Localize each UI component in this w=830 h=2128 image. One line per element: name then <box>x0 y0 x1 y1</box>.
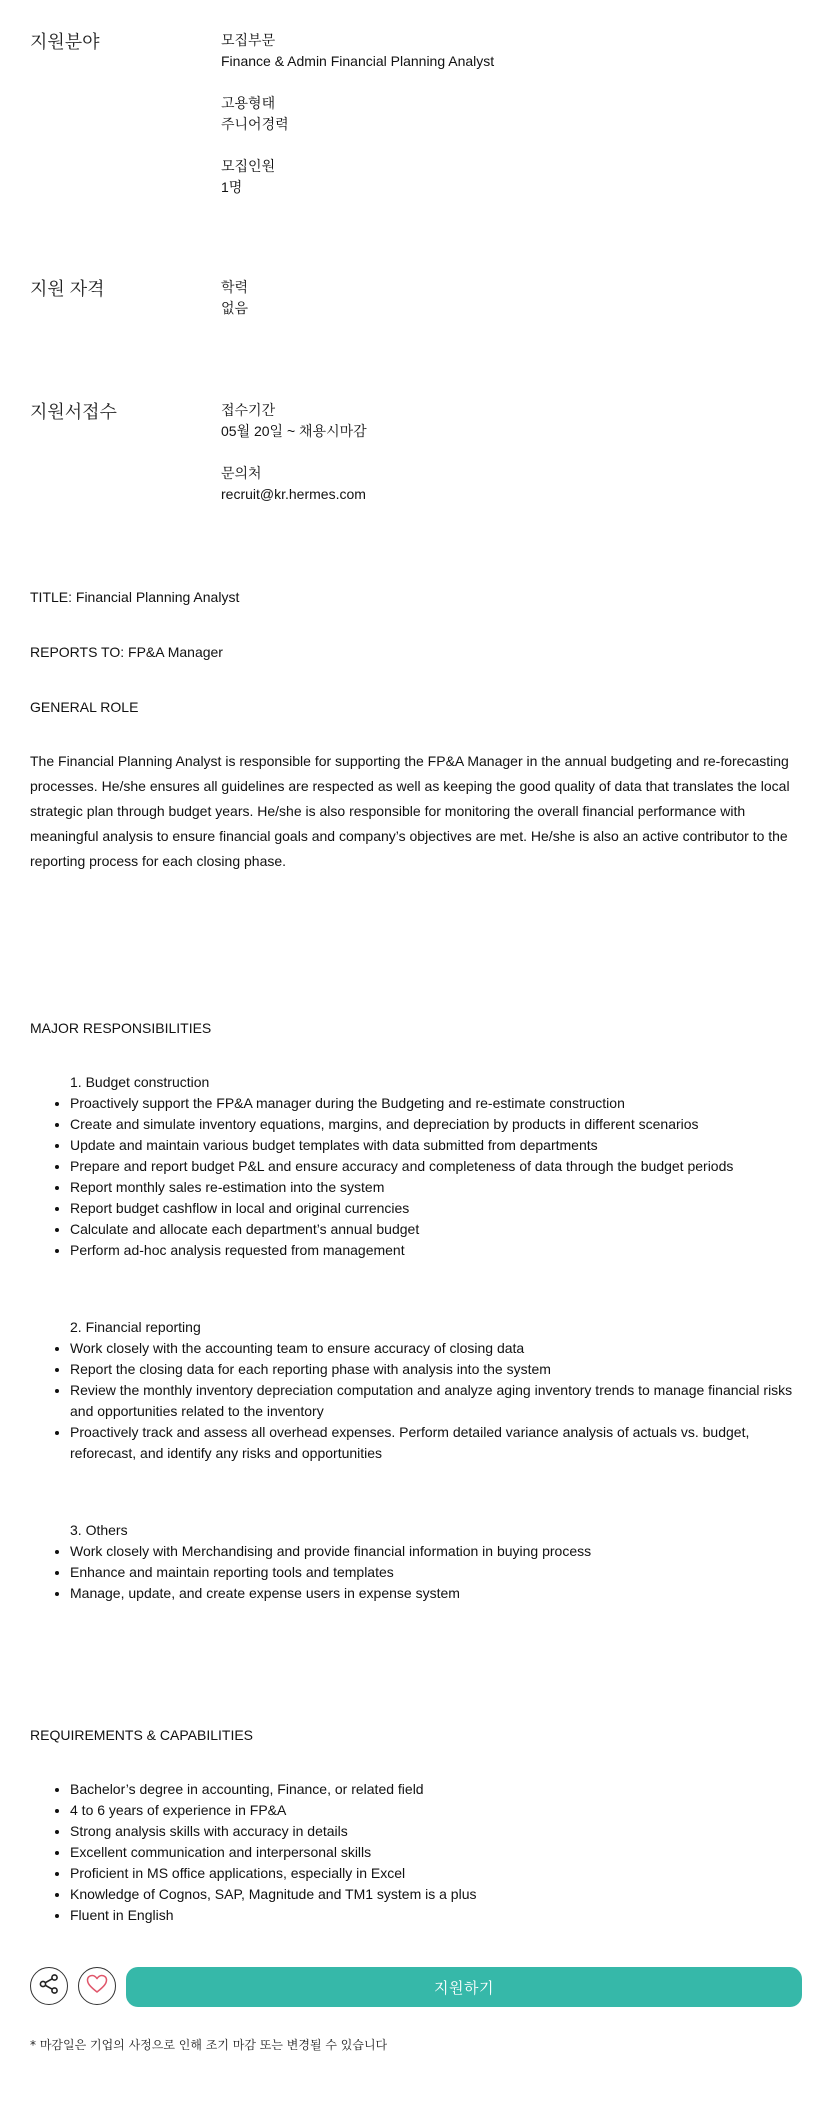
reports-to-line: REPORTS TO: FP&A Manager <box>30 644 223 660</box>
requirements-heading: REQUIREMENTS & CAPABILITIES <box>30 1727 254 1743</box>
list-item: • Review the monthly inventory depreciation computation and analyze aging inventory trends to manage financial risks and opportunities related to the inventory <box>70 1380 802 1422</box>
bullet-list <box>30 1779 802 1926</box>
section-body <box>221 400 367 526</box>
info-headcount <box>221 156 494 198</box>
section-title: 지원서접수 <box>30 402 117 422</box>
info-value: 1명 <box>221 179 243 195</box>
list-item: • Manage, update, and create expense users in expense system <box>70 1583 802 1604</box>
info-recruit-division <box>221 30 494 72</box>
list-item: • Knowledge of Cognos, SAP, Magnitude and TM1 system is a plus <box>70 1884 802 1905</box>
info-value: 없음 <box>221 300 249 316</box>
action-bar <box>30 1967 802 2007</box>
section-body <box>221 277 248 340</box>
section-field <box>30 30 802 219</box>
list-item: • Bachelor’s degree in accounting, Finance, or related field <box>70 1779 802 1800</box>
list-item: • Report monthly sales re-estimation into the system <box>70 1177 802 1198</box>
info-label: 문의처 <box>221 465 262 481</box>
list-item: • Fluent in English <box>70 1905 802 1926</box>
job-title-line: TITLE: Financial Planning Analyst <box>30 589 240 605</box>
bullet-list <box>30 1338 802 1464</box>
group-heading: 2. Financial reporting <box>70 1319 201 1335</box>
section-title: 지원분야 <box>30 32 100 52</box>
info-value[interactable]: recruit@kr.hermes.com <box>221 486 366 502</box>
info-education <box>221 277 248 319</box>
list-item: • Report budget cashflow in local and original currencies <box>70 1198 802 1219</box>
general-role-text: The Financial Planning Analyst is responsible for supporting the FP&A Manager in the annual budgeting and re-forecasting processes. He/she ensures all guidelines are respected as well as keeping the good quality of data that translates the local strategic plan through budget years. He/she is also responsible for monitoring the overall financial performance with meaningful analysis to ensure financial goals and company’s objectives are met. He/she is also an active contributor to the reporting process for each closing phase. <box>30 753 790 869</box>
responsibility-group-reporting <box>30 1317 802 1464</box>
list-item: • Report the closing data for each reporting phase with analysis into the system <box>70 1359 802 1380</box>
info-contact <box>221 463 367 505</box>
section-application <box>30 400 802 526</box>
info-label: 학력 <box>221 279 249 295</box>
section-qualification <box>30 277 802 340</box>
share-button[interactable] <box>30 1967 68 2005</box>
list-item: • Work closely with Merchandising and provide financial information in buying process <box>70 1541 802 1562</box>
info-label: 모집인원 <box>221 158 276 174</box>
info-label: 고용형태 <box>221 95 276 111</box>
list-item: • Update and maintain various budget templates with data submitted from departments <box>70 1135 802 1156</box>
bullet-list <box>30 1093 802 1261</box>
like-button[interactable] <box>78 1967 116 2005</box>
general-role-heading: GENERAL ROLE <box>30 699 139 715</box>
info-value: 05월 20일 ~ 채용시마감 <box>221 423 367 439</box>
info-value: 주니어경력 <box>221 116 289 132</box>
section-title: 지원 자격 <box>30 279 105 299</box>
list-item: • Proactively track and assess all overhead expenses. Perform detailed variance analysis of actuals vs. budget, reforecast, and identify any risks and opportunities <box>70 1422 802 1464</box>
list-item: • 4 to 6 years of experience in FP&A <box>70 1800 802 1821</box>
requirements-list <box>30 1779 802 1926</box>
responsibilities-heading: MAJOR RESPONSIBILITIES <box>30 1020 212 1036</box>
list-item: • Excellent communication and interpersonal skills <box>70 1842 802 1863</box>
share-icon <box>38 1973 60 2000</box>
list-item: • Strong analysis skills with accuracy in details <box>70 1821 802 1842</box>
info-label: 접수기간 <box>221 402 276 418</box>
info-label: 모집부문 <box>221 32 276 48</box>
list-item: • Calculate and allocate each department’s annual budget <box>70 1219 802 1240</box>
group-heading: 3. Others <box>70 1522 128 1538</box>
section-body <box>221 30 494 219</box>
info-application-period <box>221 400 367 442</box>
info-value: Finance & Admin Financial Planning Analyst <box>221 53 495 69</box>
deadline-notice: * 마감일은 기업의 사정으로 인해 조기 마감 또는 변경될 수 있습니다 <box>30 2038 388 2052</box>
group-heading: 1. Budget construction <box>70 1074 210 1090</box>
list-item: • Perform ad-hoc analysis requested from management <box>70 1240 802 1261</box>
bullet-list <box>30 1541 802 1604</box>
list-item: • Enhance and maintain reporting tools and templates <box>70 1562 802 1583</box>
list-item: • Prepare and report budget P&L and ensure accuracy and completeness of data through the budget periods <box>70 1156 802 1177</box>
list-item: • Work closely with the accounting team to ensure accuracy of closing data <box>70 1338 802 1359</box>
apply-button[interactable]: 지원하기 <box>126 1967 802 2007</box>
heart-icon <box>86 1974 108 1999</box>
responsibility-group-others <box>30 1520 802 1604</box>
list-item: • Create and simulate inventory equations, margins, and depreciation by products in different scenarios <box>70 1114 802 1135</box>
responsibility-group-budget <box>30 1072 802 1261</box>
info-employment-type <box>221 93 494 135</box>
list-item: • Proficient in MS office applications, especially in Excel <box>70 1863 802 1884</box>
list-item: • Proactively support the FP&A manager during the Budgeting and re-estimate construction <box>70 1093 802 1114</box>
